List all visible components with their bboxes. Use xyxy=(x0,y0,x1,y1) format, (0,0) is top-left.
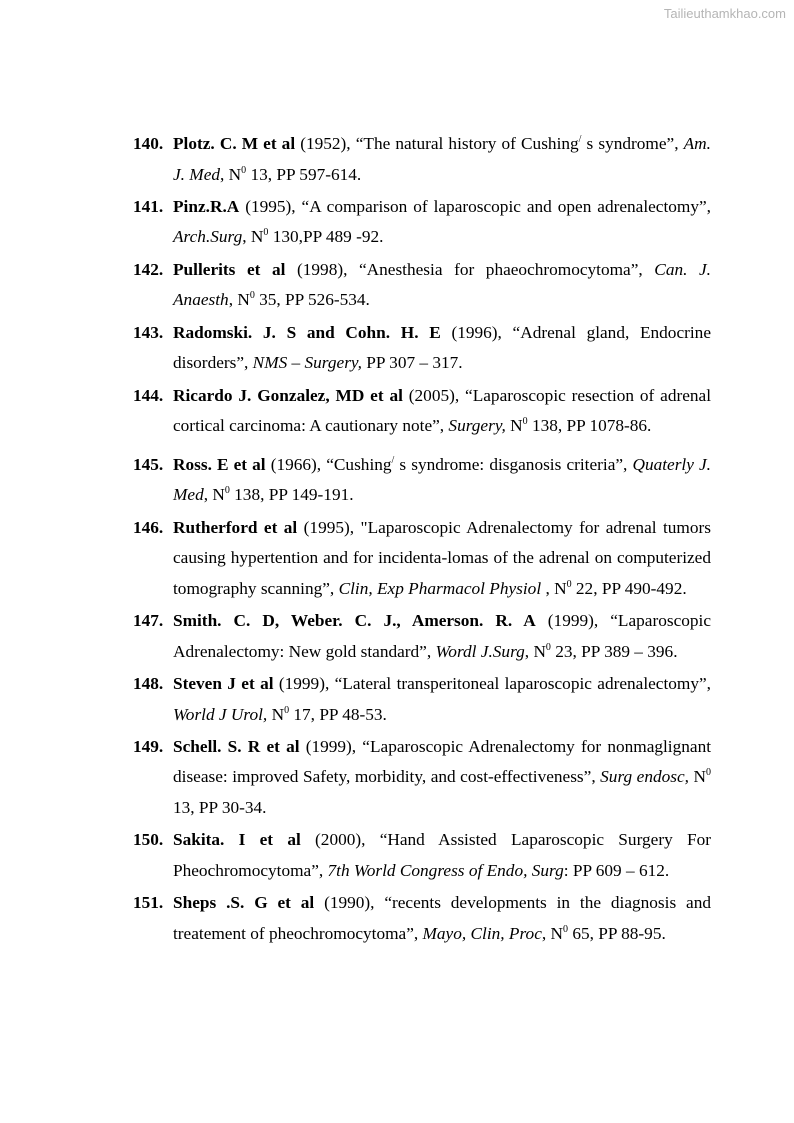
reference-superscript: 0 xyxy=(284,704,290,716)
reference-journal: Quaterly J. Med xyxy=(173,454,711,505)
reference-superscript: 0 xyxy=(566,578,572,590)
reference-item xyxy=(133,450,711,511)
reference-journal: 7th World Congress of Endo, Surg xyxy=(327,860,564,880)
reference-author: Rutherford et al xyxy=(173,517,298,537)
watermark: Tailieuthamkhao.com xyxy=(663,6,786,21)
reference-number: 148. xyxy=(133,673,164,693)
reference-journal: Surg endosc, xyxy=(600,767,689,787)
reference-author: Sakita. I et al xyxy=(173,830,301,850)
reference-author: Radomski. J. S and Cohn. H. E xyxy=(173,322,441,342)
reference-citation-text: 23, PP 389 – 396. xyxy=(550,641,678,661)
reference-number: 146. xyxy=(133,517,164,537)
reference-item xyxy=(133,255,711,316)
reference-superscript: 0 xyxy=(706,767,711,779)
reference-superscript: 0 xyxy=(241,164,247,176)
reference-item xyxy=(133,732,711,824)
reference-citation-text: (1999), “Laparoscopic Adrenalectomy for nonmaglignant disease: improved Safety, morbidity, and cost-effectiveness”, xyxy=(173,736,712,787)
reference-citation-text: , N xyxy=(524,641,546,661)
reference-citation-text: 138, PP 149-191. xyxy=(229,485,354,505)
reference-number: 147. xyxy=(133,611,164,631)
reference-journal: Am. J. Med xyxy=(173,134,711,184)
reference-number: 140. xyxy=(133,134,164,153)
reference-superscript: 0 xyxy=(545,641,551,653)
reference-citation-text: (2000), “Hand Assisted Laparoscopic Surgery For Pheochromocytoma”, xyxy=(173,830,711,880)
reference-number: 151. xyxy=(133,893,164,913)
reference-citation-text: s syndrome: disganosis criteria”, xyxy=(394,454,633,474)
reference-citation-text: , N xyxy=(220,164,242,184)
reference-item xyxy=(133,192,711,253)
reference-citation-text: , N xyxy=(541,923,563,943)
reference-citation-text: (1952), “The natural history of Cushing xyxy=(295,134,579,153)
reference-journal: Clin, Exp Pharmacol Physiol xyxy=(338,578,542,598)
reference-author: Smith. C. D, Weber. C. J., Amerson. R. A xyxy=(173,611,536,631)
reference-superscript: / xyxy=(578,134,582,145)
reference-author: Steven J et al xyxy=(173,673,274,693)
reference-author: Pullerits et al xyxy=(173,259,286,279)
reference-item xyxy=(133,129,711,190)
reference-number: 143. xyxy=(133,322,164,342)
reference-citation-text: , N xyxy=(242,227,264,247)
reference-item xyxy=(133,381,711,442)
reference-citation-text: (1990), “recents developments in the diagnosis and treatement of pheochromocytoma”, xyxy=(173,893,711,943)
reference-item xyxy=(133,513,711,605)
reference-author: Sheps .S. G et al xyxy=(173,893,315,913)
reference-number: 142. xyxy=(133,259,164,279)
reference-superscript: 0 xyxy=(522,416,528,428)
reference-journal: World J Urol, xyxy=(173,704,268,724)
reference-author: Schell. S. R et al xyxy=(173,736,300,756)
reference-journal: Can. J. Anaesth xyxy=(173,259,711,310)
reference-number: 150. xyxy=(133,830,164,850)
reference-citation-text: (1996), “Adrenal gland, Endocrine disorders”, xyxy=(173,322,711,373)
reference-citation-text: , N xyxy=(541,578,567,598)
reference-citation-text: 65, PP 88-95. xyxy=(568,923,666,943)
reference-superscript: 0 xyxy=(249,290,255,302)
reference-number: 145. xyxy=(133,454,164,474)
reference-author: Plotz. C. M et al xyxy=(173,134,296,153)
reference-number: 144. xyxy=(133,385,164,405)
reference-citation-text: s syndrome”, xyxy=(581,134,684,153)
reference-item xyxy=(133,825,711,886)
reference-superscript: 0 xyxy=(263,227,269,239)
reference-citation-text: : PP 609 – 612. xyxy=(563,860,670,880)
reference-citation-text: (1995), "Laparoscopic Adrenalectomy for adrenal tumors causing hypertention and for incidenta-lomas of the adrenal on computerized tomography scanning”, xyxy=(173,517,711,598)
reference-journal: NMS – Surgery, xyxy=(252,353,362,373)
reference-item xyxy=(133,318,711,379)
reference-citation-text: 13, PP 30-34. xyxy=(173,797,267,817)
reference-superscript: 0 xyxy=(563,923,568,935)
reference-citation-text: 22, PP 490-492. xyxy=(571,578,687,598)
reference-superscript: / xyxy=(391,454,395,466)
reference-journal: Surgery, xyxy=(448,416,506,436)
reference-citation-text: 13, PP 597-614. xyxy=(246,164,362,184)
reference-citation-text: N xyxy=(689,767,706,787)
reference-journal: Arch.Surg xyxy=(173,227,243,247)
reference-journal: Mayo, Clin, Proc xyxy=(422,923,542,943)
reference-citation-text: (1999), “Lateral transperitoneal laparoscopic adrenalectomy”, xyxy=(273,673,711,693)
reference-citation-text: N xyxy=(267,704,285,724)
reference-citation-text: , N xyxy=(203,485,225,505)
reference-citation-text: 35, PP 526-534. xyxy=(254,290,370,310)
reference-citation-text: , N xyxy=(228,290,250,310)
reference-journal: Wordl J.Surg xyxy=(435,641,525,661)
reference-item xyxy=(133,669,711,730)
reference-citation-text: 138, PP 1078-86. xyxy=(527,416,652,436)
reference-citation-text: (1966), “Cushing xyxy=(265,454,392,474)
reference-citation-text: 130,PP 489 -92. xyxy=(268,227,384,247)
reference-item xyxy=(133,888,711,949)
reference-item xyxy=(133,606,711,667)
reference-superscript: 0 xyxy=(224,485,230,497)
reference-citation-text: 17, PP 48-53. xyxy=(289,704,387,724)
reference-citation-text: N xyxy=(505,416,523,436)
reference-citation-text: (1999), “Laparoscopic Adrenalectomy: New gold standard”, xyxy=(173,611,711,661)
reference-author: Ricardo J. Gonzalez, MD et al xyxy=(173,385,403,405)
reference-number: 149. xyxy=(133,736,164,756)
reference-author: Pinz.R.A xyxy=(173,196,240,216)
reference-citation-text: (2005), “Laparoscopic resection of adrenal cortical carcinoma: A cautionary note”, xyxy=(173,385,711,436)
reference-number: 141. xyxy=(133,196,164,216)
reference-list xyxy=(133,129,711,951)
reference-citation-text: PP 307 – 317. xyxy=(361,353,463,373)
reference-citation-text: (1995), “A comparison of laparoscopic and open adrenalectomy”, xyxy=(239,196,711,216)
reference-author: Ross. E et al xyxy=(173,454,266,474)
reference-citation-text: (1998), “Anesthesia for phaeochromocytoma”, xyxy=(285,259,655,279)
